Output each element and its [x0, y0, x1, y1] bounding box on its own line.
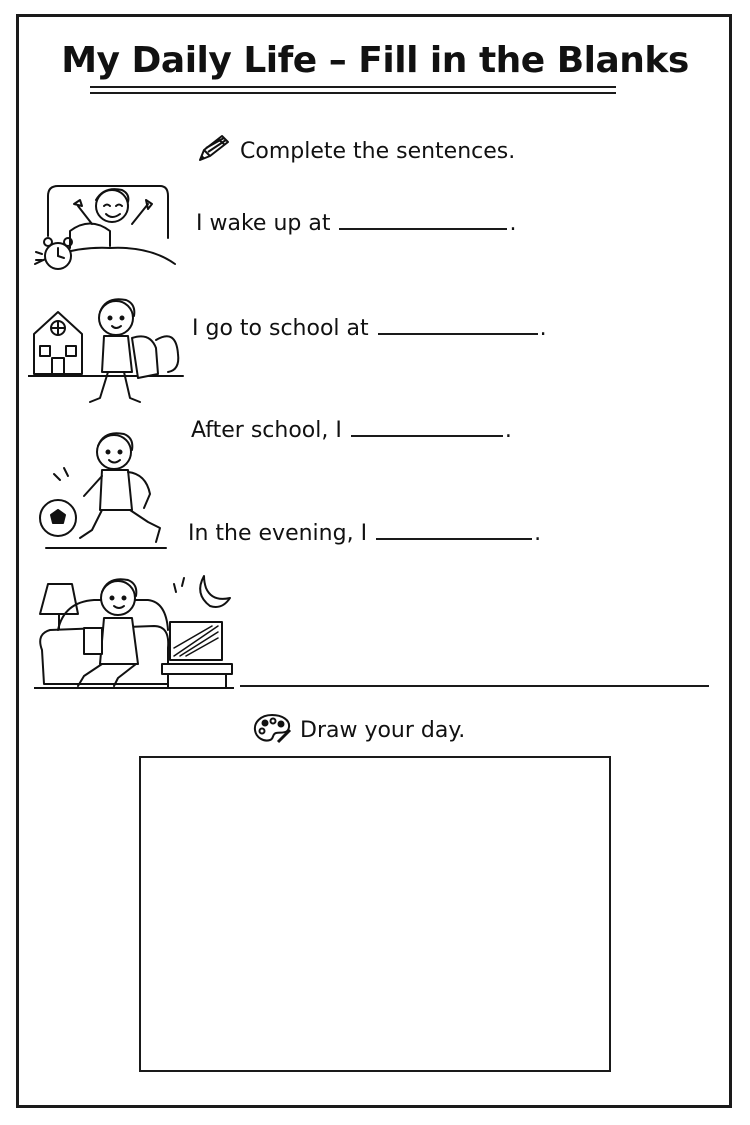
- page-title: My Daily Life – Fill in the Blanks: [61, 40, 689, 81]
- instruction-text: Complete the sentences.: [240, 139, 516, 164]
- blank-after-school[interactable]: [351, 415, 503, 437]
- instruction-complete: [196, 134, 515, 170]
- title-underline: [90, 86, 616, 88]
- picture-playing-soccer: [36, 424, 176, 558]
- sentence-after-school: After school, I .: [191, 415, 512, 443]
- instruction-draw: [252, 712, 465, 750]
- picture-waking-up: [30, 176, 180, 280]
- blank-evening[interactable]: [376, 518, 532, 540]
- blank-school-time[interactable]: [378, 313, 538, 335]
- paint-palette-icon: [252, 712, 292, 750]
- sentence-school: I go to school at .: [192, 313, 547, 341]
- title-underline-second: [90, 92, 616, 94]
- blank-wake-up-time[interactable]: [339, 208, 507, 230]
- answer-writing-line[interactable]: [240, 685, 709, 687]
- picture-going-to-school: [28, 288, 188, 422]
- instruction-text: Draw your day.: [300, 718, 466, 743]
- sentence-evening: In the evening, I .: [188, 518, 541, 546]
- drawing-area[interactable]: [139, 756, 611, 1072]
- picture-evening-at-home: [34, 568, 234, 696]
- pencil-icon: [196, 134, 232, 170]
- sentence-wake-up: I wake up at .: [196, 208, 516, 236]
